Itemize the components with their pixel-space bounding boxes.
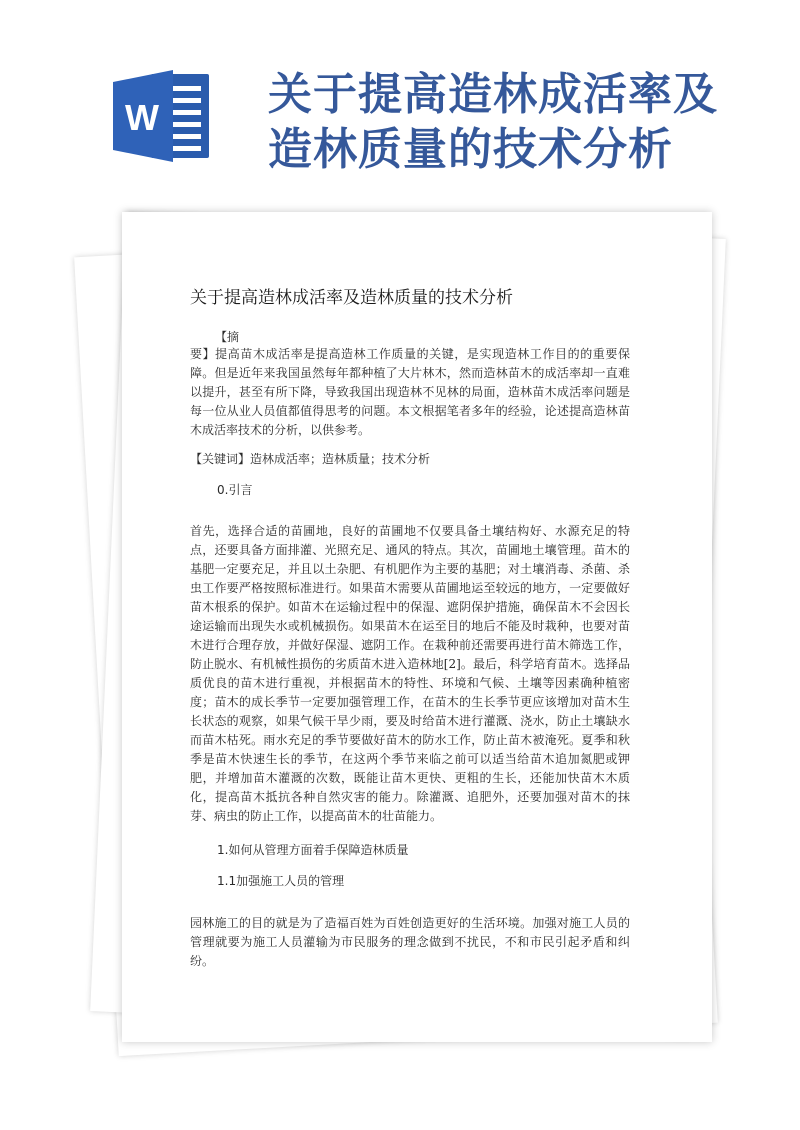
section-heading-1: 1.如何从管理方面着手保障造林质量 bbox=[217, 843, 409, 857]
keywords-line: 【关键词】造林成活率；造林质量；技术分析 bbox=[190, 452, 431, 466]
word-document-icon bbox=[113, 68, 213, 164]
doc-title-line-1: 关于提高造林成活率及 bbox=[268, 69, 718, 120]
doc-title-line-2: 造林质量的技术分析 bbox=[268, 124, 673, 175]
abstract-label: 【摘 bbox=[215, 330, 240, 344]
abstract-paragraph: 要】提高苗木成活率是提高造林工作质量的关键，是实现造林工作目的的重要保障。但是近年来我国虽然每年都种植了大片林木，然而造林苗木的成活率却一直难以提升，甚至有所下降，导致我国出现造林不见林的局面，造林苗木成活率问题是每一位从业人员值都值得思考的问题。本文根据笔者多年的经验，论述提高造林苗木成活率技术的分析，以供参考。 bbox=[190, 347, 630, 437]
section-heading-1-1: 1.1加强施工人员的管理 bbox=[217, 874, 345, 888]
header-banner bbox=[0, 0, 800, 200]
paper-title: 关于提高造林成活率及造林质量的技术分析 bbox=[190, 288, 513, 308]
body-paragraph-1: 首先，选择合适的苗圃地，良好的苗圃地不仅要具备土壤结构好、水源充足的特点，还要具备方面排灌、光照充足、通风的特点。其次，苗圃地土壤管理。苗木的基肥一定要充足，并且以土杂肥、有机肥作为主要的基肥；对土壤消毒、杀菌、杀虫工作要严格按照标准进行。如果苗木需要从苗圃地运至较远的地方，一定要做好苗木根系的保护。如苗木在运输过程中的保湿、遮阴保护措施，确保苗木不会因长途运输而出现失水或机械损伤。如果苗木在运至目的地后不能及时栽种，也要对苗木进行合理存放，并做好保湿、遮阴工作。在栽种前还需要再进行苗木筛选工作，防止脱水、有机械性损伤的劣质苗木进入造林地[2]。最后，科学培育苗木。选择品质优良的苗木进行重视，并根据苗木的特性、环境和气候、土壤等因素确种植密度；苗木的成长季节一定要加强管理工作，在苗木的生长季节更应该增加对苗木生长状态的观察，如果气候干旱少雨，要及时给苗木进行灌溉、浇水，防止土壤缺水而苗木枯死。雨水充足的季节要做好苗木的防水工作，防止苗木被淹死。夏季和秋季是苗木快速生长的季节，在这两个季节来临之前可以适当给苗木追加氮肥或钾肥，并增加苗木灌溉的次数，既能让苗木更快、更粗的生长，还能加快苗木木质化，提高苗木抵抗各种自然灾害的能力。除灌溉、追肥外，还要加强对苗木的抹芽、病虫的防止工作，以提高苗木的壮苗能力。 bbox=[190, 524, 630, 823]
section-heading-intro: 0.引言 bbox=[217, 483, 253, 497]
svg-text:W: W bbox=[125, 97, 159, 138]
body-paragraph-2: 园林施工的目的就是为了造福百姓为百姓创造更好的生活环境。加强对施工人员的管理就要为施工人员灌输为市民服务的理念做到不扰民，不和市民引起矛盾和纠纷。 bbox=[190, 916, 630, 968]
